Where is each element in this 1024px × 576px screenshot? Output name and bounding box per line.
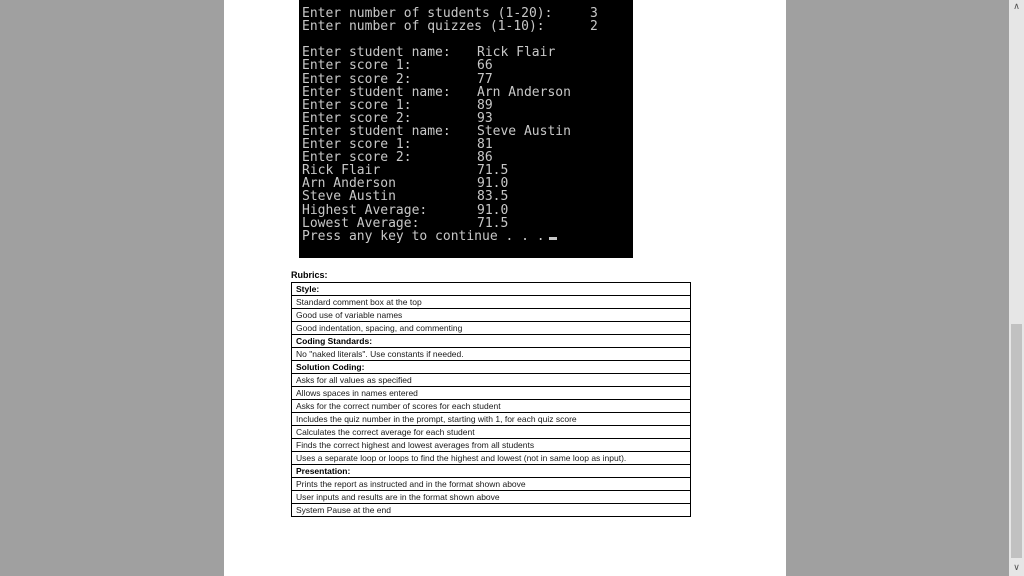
console-prompt: Enter score 1: (302, 137, 412, 152)
console-prompt: Press any key to continue . . . (302, 228, 545, 244)
console-prompt: Rick Flair (302, 163, 381, 179)
rubrics-title: Rubrics: (291, 270, 328, 280)
console-value: 3 (590, 6, 598, 21)
console-prompt: Lowest Average: (302, 215, 420, 231)
console-line (302, 97, 493, 113)
console-value: 81 (477, 137, 493, 152)
rubric-section-header: Coding Standards: (291, 335, 691, 348)
rubric-item: Calculates the correct average for each student (291, 426, 691, 439)
rubric-item: User inputs and results are in the format shown above (291, 491, 691, 504)
console-prompt: Enter number of quizzes (1-10): (302, 19, 545, 35)
console-line (302, 137, 493, 152)
rubric-item: Uses a separate loop or loops to find the highest and lowest (not in same loop as input). (291, 452, 691, 465)
console-value: 91.0 (477, 202, 509, 218)
console-value: 91.0 (477, 176, 509, 192)
console-prompt: Enter score 2: (302, 150, 412, 166)
chevron-up-icon[interactable]: ∧ (1013, 2, 1020, 12)
console-prompt: Enter score 2: (302, 110, 412, 126)
console-line (302, 19, 598, 35)
console-cursor (549, 237, 557, 240)
rubric-item: System Pause at the end (291, 504, 691, 517)
vertical-scrollbar[interactable] (1009, 0, 1024, 576)
console-output (299, 0, 633, 258)
console-line (302, 45, 556, 61)
console-prompt: Enter score 2: (302, 71, 412, 87)
console-prompt: Enter number of students (1-20): (302, 6, 553, 21)
rubric-item: Standard comment box at the top (291, 296, 691, 309)
console-value: Arn Anderson (477, 84, 571, 100)
rubric-item: Includes the quiz number in the prompt, starting with 1, for each quiz score (291, 413, 691, 426)
scrollbar-thumb[interactable] (1011, 324, 1022, 558)
rubric-section-header: Solution Coding: (291, 361, 691, 374)
chevron-down-icon[interactable]: ∨ (1013, 563, 1020, 573)
console-line (302, 110, 493, 126)
console-prompt: Enter student name: (302, 45, 451, 61)
rubric-item: Good use of variable names (291, 309, 691, 322)
console-value: 71.5 (477, 215, 509, 231)
console-line (302, 84, 571, 100)
rubric-section-header: Presentation: (291, 465, 691, 478)
console-prompt: Steve Austin (302, 189, 396, 205)
console-line (302, 230, 557, 243)
console-prompt: Arn Anderson (302, 176, 396, 192)
rubric-item: Asks for the correct number of scores for each student (291, 400, 691, 413)
console-value: Rick Flair (477, 45, 556, 61)
console-value: 93 (477, 110, 493, 126)
console-line (302, 6, 598, 21)
console-line (302, 58, 493, 74)
console-value: 83.5 (477, 189, 509, 205)
console-line (302, 215, 509, 231)
console-value: 86 (477, 150, 493, 166)
console-line (302, 189, 509, 205)
console-prompt: Enter score 1: (302, 58, 412, 74)
console-prompt: Enter student name: (302, 123, 451, 139)
console-line (302, 176, 509, 192)
rubric-item: Allows spaces in names entered (291, 387, 691, 400)
console-prompt: Enter score 1: (302, 97, 412, 113)
console-value: 77 (477, 71, 493, 87)
rubric-item: Asks for all values as specified (291, 374, 691, 387)
console-value: 2 (590, 19, 598, 35)
console-value: 89 (477, 97, 493, 113)
rubric-item: Prints the report as instructed and in the format shown above (291, 478, 691, 491)
console-value: 66 (477, 58, 493, 74)
rubric-table (291, 282, 691, 517)
console-value: Steve Austin (477, 123, 571, 139)
console-line (302, 71, 493, 87)
rubric-item: Finds the correct highest and lowest averages from all students (291, 439, 691, 452)
console-line (302, 163, 509, 179)
console-line (302, 123, 571, 139)
rubric-section-header: Style: (291, 283, 691, 296)
console-value: 71.5 (477, 163, 509, 179)
console-prompt: Highest Average: (302, 202, 428, 218)
console-prompt: Enter student name: (302, 84, 451, 100)
rubric-item: No "naked literals". Use constants if needed. (291, 348, 691, 361)
console-line (302, 150, 493, 166)
console-line (302, 202, 509, 218)
rubric-item: Good indentation, spacing, and commenting (291, 322, 691, 335)
